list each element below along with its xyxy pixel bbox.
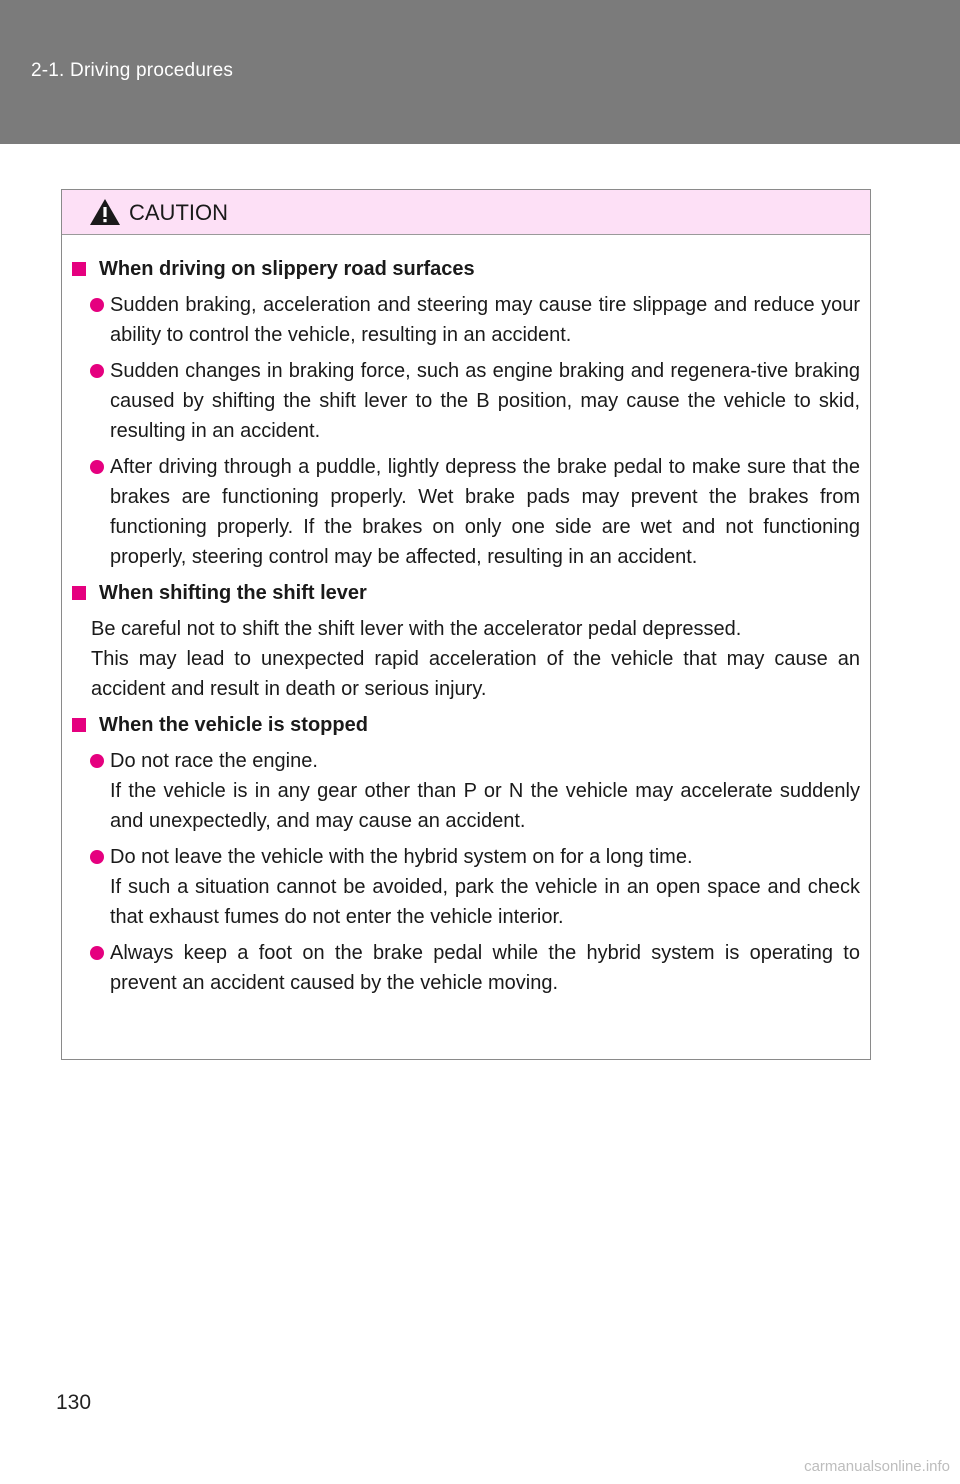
caution-box <box>61 189 871 1060</box>
list-item: Do not leave the vehicle with the hybrid system on for a long time. If such a situation cannot be avoided, park the vehicle in an open space and check that exhaust fumes do not enter the vehicle interior. <box>81 842 860 932</box>
list-item: Always keep a foot on the brake pedal while the hybrid system is operating to prevent an accident caused by the vehicle moving. <box>81 938 860 998</box>
circle-bullet-icon <box>90 850 104 864</box>
caution-title: CAUTION <box>129 200 228 225</box>
list-item: Sudden changes in braking force, such as engine braking and regenera-tive braking caused by shifting the shift lever to the B position, may cause the vehicle to skid, resulting in an accident. <box>81 356 860 446</box>
circle-bullet-icon <box>90 754 104 768</box>
caution-header <box>62 190 870 235</box>
caution-content <box>62 235 870 998</box>
circle-bullet-icon <box>90 298 104 312</box>
watermark: carmanualsonline.info <box>804 1458 950 1475</box>
square-bullet-icon <box>72 718 86 732</box>
square-bullet-icon <box>72 586 86 600</box>
list-item: After driving through a puddle, lightly depress the brake pedal to make sure that the brakes are functioning properly. Wet brake pads may prevent the brakes from functioning properly. If the brakes on only one side are wet and not functioning properly, steering control may be affected, resulting in an accident. <box>81 452 860 572</box>
section-heading: When the vehicle is stopped <box>81 710 860 740</box>
circle-bullet-icon <box>90 946 104 960</box>
square-bullet-icon <box>72 262 86 276</box>
page-number: 130 <box>56 1391 92 1414</box>
circle-bullet-icon <box>90 460 104 474</box>
warning-triangle-icon <box>89 198 121 226</box>
section-heading: When shifting the shift lever <box>81 578 860 608</box>
list-item: Do not race the engine. If the vehicle is in any gear other than P or N the vehicle may accelerate suddenly and unexpectedly, and may cause an accident. <box>81 746 860 836</box>
circle-bullet-icon <box>90 364 104 378</box>
section-heading: When driving on slippery road surfaces <box>81 254 860 284</box>
section-title: 2-1. Driving procedures <box>31 60 234 81</box>
list-item: Sudden braking, acceleration and steering may cause tire slippage and reduce your ability to control the vehicle, resulting in an accident. <box>81 290 860 350</box>
page-header <box>0 0 960 144</box>
paragraph: Be careful not to shift the shift lever with the accelerator pedal depressed. This may lead to unexpected rapid acceleration of the vehicle that may cause an accident and result in death or serious injury. <box>91 618 860 700</box>
